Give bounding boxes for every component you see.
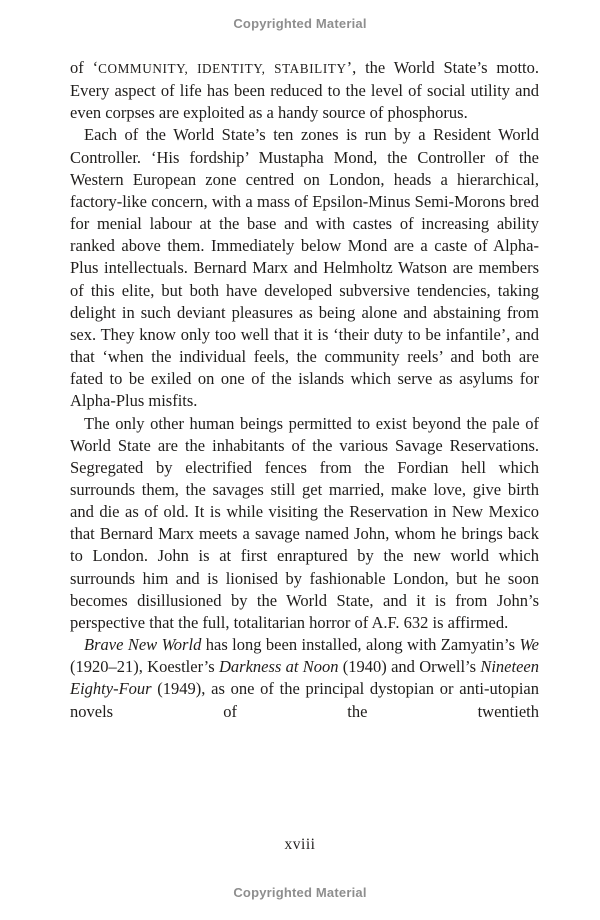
book-title-darkness-at-noon: Darkness at Noon bbox=[218, 657, 339, 677]
copyright-notice-top: Copyrighted Material bbox=[233, 16, 367, 31]
text-run: (1940) and Orwell’s bbox=[338, 657, 481, 677]
copyright-notice-bottom: Copyrighted Material bbox=[233, 885, 367, 900]
book-title-we: We bbox=[519, 635, 540, 655]
text-run: The only other human beings permitted to exist beyond the pale of World State are the inhabitants of the various Savage Reservations. Segregated by electrified fences from the Fordian hell which surrounds them, the savages still get married, make love, give birth and die as of old. It is while visiting the Reservation in New Mexico that Bernard Marx meets a savage named John, whom he brings back to London. John is at first enraptured by the new world which surrounds him and is lionised by fashionable London, but he soon becomes disillusioned by the World State, and it is from John’s perspective that the full, totalitarian horror of A.F. 632 is affirmed. bbox=[70, 413, 539, 632]
paragraph-4 bbox=[70, 634, 539, 723]
text-run: (1920–21), Koestler’s bbox=[70, 657, 219, 677]
smallcaps-motto: COMMUNITY, IDENTITY, STABILITY bbox=[98, 61, 347, 76]
paragraph-3 bbox=[70, 413, 539, 635]
paragraph-2 bbox=[70, 124, 539, 412]
book-title-nineteen-eighty-four: Nineteen Eighty-Four bbox=[70, 657, 539, 699]
page-number: xviii bbox=[284, 836, 316, 853]
book-title-brave-new-world: Brave New World bbox=[84, 635, 202, 655]
text-run: of ‘ bbox=[70, 58, 99, 77]
text-run: (1949), as one of the principal dystopian or anti-utopian novels of the twentieth bbox=[70, 679, 539, 721]
text-run: has long been installed, along with Zamyatin’s bbox=[201, 635, 520, 655]
text-run: Each of the World State’s ten zones is run by a Resident World Controller. ‘His fordship’ Mustapha Mond, the Controller of the Western European zone centred on London, heads a hierarchical, factory-like concern, with a mass of Epsilon-Minus Semi-Morons bred for menial labour at the base and with castes of increasing ability ranked above them. Immediately below Mond are a caste of Alpha-Plus intellectuals. Bernard Marx and Helmholtz Watson are members of this elite, but both have developed subversive tendencies, taking delight in such deviant pleasures as being alone and abstaining from sex. They know only too well that it is ‘their duty to be infantile’, and that ‘when the individual feels, the community reels’ and both are fated to be exiled on one of the islands which serve as asylums for Alpha-Plus misfits. bbox=[70, 125, 539, 411]
paragraph-1 bbox=[70, 57, 539, 124]
body-text bbox=[70, 57, 539, 723]
text-run: ’, the World State’s motto. Every aspect of life has been reduced to the level of social utility and even corpses are exploited as a handy source of phosphorus. bbox=[70, 58, 540, 123]
